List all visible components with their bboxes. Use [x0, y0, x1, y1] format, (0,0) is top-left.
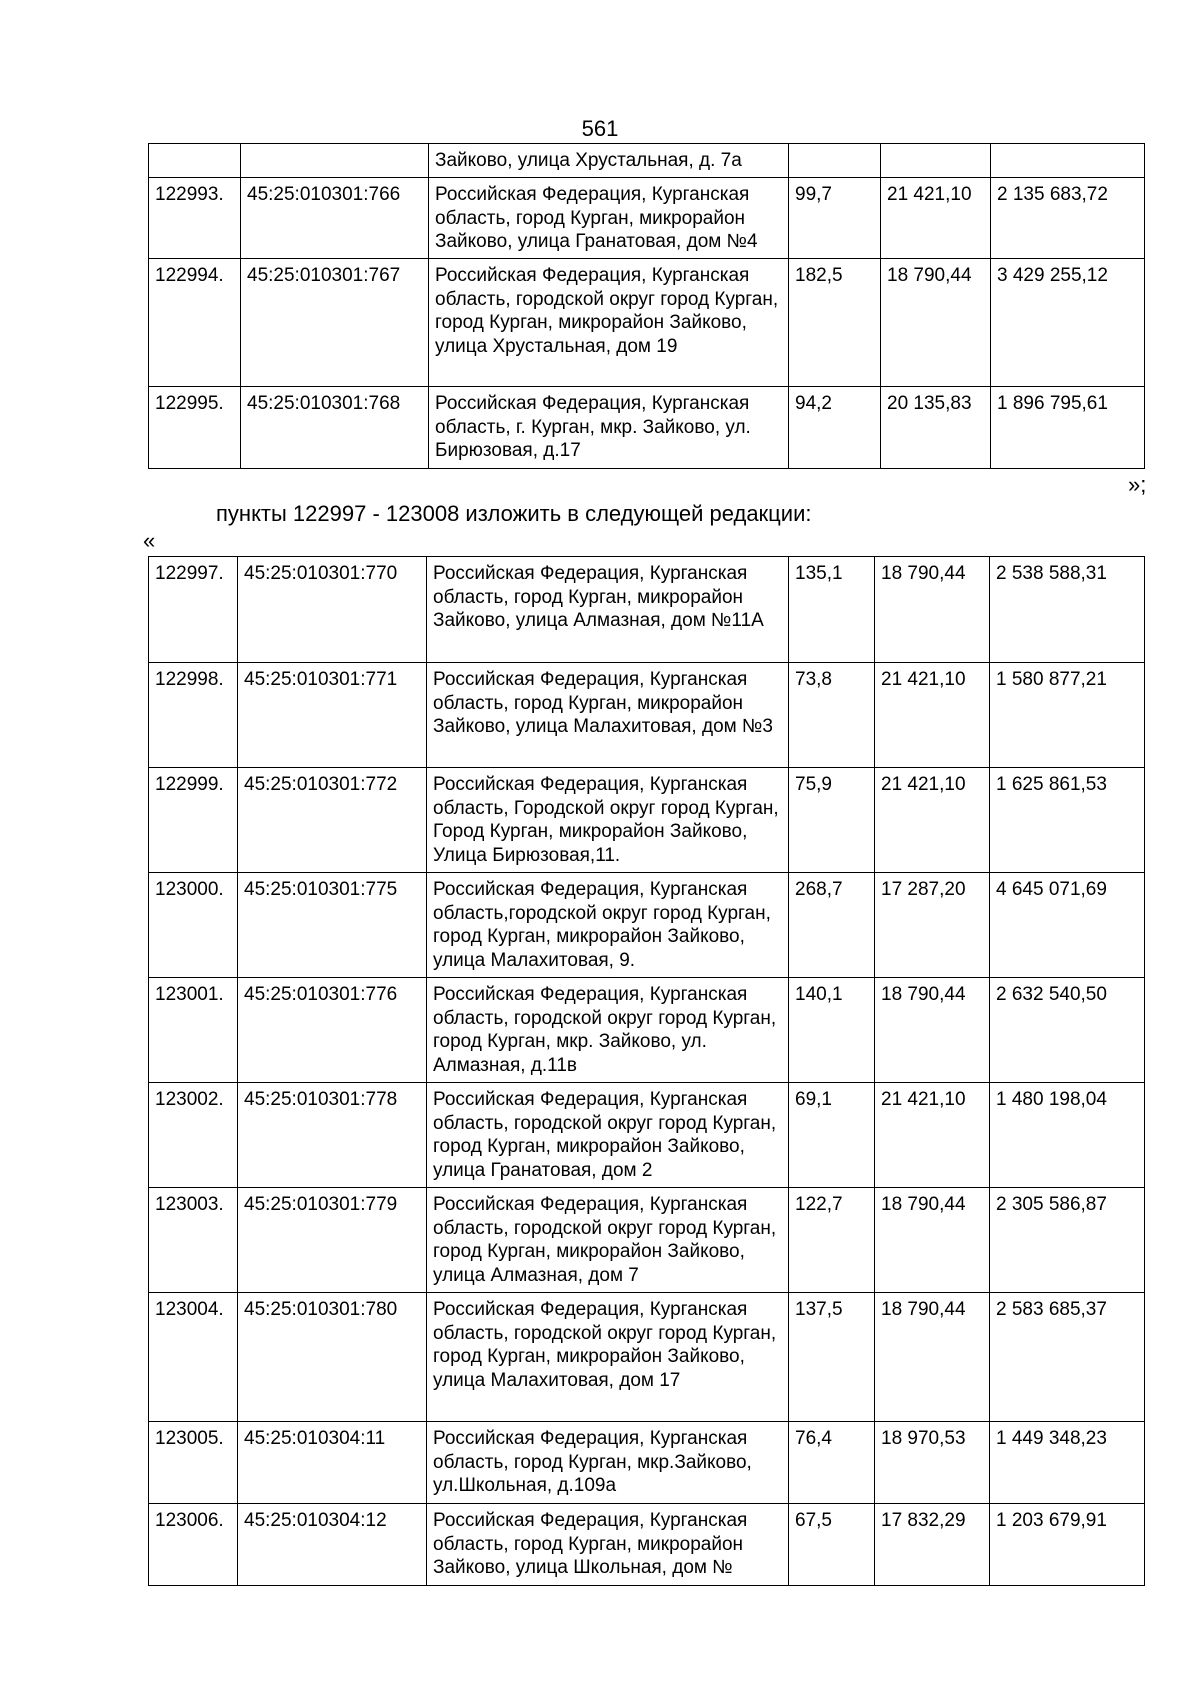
area: 94,2: [789, 387, 881, 469]
row-number: 123006.: [149, 1504, 238, 1586]
address: Российская Федерация, Курганская область,городской округ город Курган, город Курган, микрорайон Зайково, улица Малахитовая, 9.: [427, 873, 789, 978]
table-row: [149, 873, 1145, 978]
cadastral-number: 45:25:010301:775: [238, 873, 427, 978]
cadastral-value: 4 645 071,69: [990, 873, 1145, 978]
area: 268,7: [789, 873, 875, 978]
row-number: 122997.: [149, 557, 238, 663]
address: Российская Федерация, Курганская область, город Курган, микрорайон Зайково, улица Гранатовая, дом №4: [429, 178, 789, 259]
row-number: 122994.: [149, 259, 241, 387]
cadastral-number: 45:25:010304:11: [238, 1422, 427, 1504]
area: 137,5: [789, 1293, 875, 1422]
cadastral-number: 45:25:010301:771: [238, 663, 427, 768]
cadastral-number: 45:25:010301:772: [238, 768, 427, 873]
row-number: 123000.: [149, 873, 238, 978]
opening-quote: «: [143, 528, 156, 553]
address: Российская Федерация, Курганская область, город Курган, мкр.Зайково, ул.Школьная, д.109а: [427, 1422, 789, 1504]
cadastral-value: 2 583 685,37: [990, 1293, 1145, 1422]
area: 67,5: [789, 1504, 875, 1586]
table-row: [149, 1504, 1145, 1586]
row-number: 123005.: [149, 1422, 238, 1504]
specific-value: 18 790,44: [875, 557, 990, 663]
cadastral-number: 45:25:010301:766: [241, 178, 429, 259]
address: Российская Федерация, Курганская область, город Курган, микрорайон Зайково, улица Малахитовая, дом №3: [427, 663, 789, 768]
page-number: 561: [581, 116, 619, 141]
specific-value: [881, 144, 991, 178]
specific-value: 21 421,10: [875, 768, 990, 873]
cadastral-number: 45:25:010301:780: [238, 1293, 427, 1422]
table-row: [149, 663, 1145, 768]
instruction-text: пункты 122997 - 123008 изложить в следующей редакции:: [216, 501, 812, 526]
table-row: [149, 557, 1145, 663]
row-number: 123001.: [149, 978, 238, 1083]
cadastral-number: 45:25:010304:12: [238, 1504, 427, 1586]
address: Российская Федерация, Курганская область, город Курган, микрорайон Зайково, улица Алмазная, дом №11А: [427, 557, 789, 663]
cadastral-value: 1 203 679,91: [990, 1504, 1145, 1586]
table-row: [149, 144, 1145, 178]
area: 69,1: [789, 1083, 875, 1188]
row-number: 123003.: [149, 1188, 238, 1293]
row-number: 123002.: [149, 1083, 238, 1188]
specific-value: 18 790,44: [875, 978, 990, 1083]
cadastral-value: 1 580 877,21: [990, 663, 1145, 768]
cadastral-number: [241, 144, 429, 178]
cadastral-number: 45:25:010301:767: [241, 259, 429, 387]
cadastral-value: 2 305 586,87: [990, 1188, 1145, 1293]
address: Российская Федерация, Курганская область, городской округ город Курган, город Курган, микрорайон Зайково, улица Хрустальная, дом 19: [429, 259, 789, 387]
cadastral-value: 3 429 255,12: [991, 259, 1145, 387]
specific-value: 21 421,10: [875, 1083, 990, 1188]
cadastral-number: 45:25:010301:768: [241, 387, 429, 469]
area: [789, 144, 881, 178]
specific-value: 17 287,20: [875, 873, 990, 978]
row-number: 122998.: [149, 663, 238, 768]
area: 99,7: [789, 178, 881, 259]
cadastral-value: 2 135 683,72: [991, 178, 1145, 259]
table-row: [149, 1293, 1145, 1422]
table-row: [149, 178, 1145, 259]
area: 140,1: [789, 978, 875, 1083]
cadastral-value: 1 625 861,53: [990, 768, 1145, 873]
area: 76,4: [789, 1422, 875, 1504]
cadastral-number: 45:25:010301:779: [238, 1188, 427, 1293]
cadastral-value: 1 449 348,23: [990, 1422, 1145, 1504]
row-number: 122995.: [149, 387, 241, 469]
specific-value: 20 135,83: [881, 387, 991, 469]
address: Российская Федерация, Курганская область, городской округ город Курган, город Курган, микрорайон Зайково, улица Алмазная, дом 7: [427, 1188, 789, 1293]
area: 182,5: [789, 259, 881, 387]
cadastral-value: 2 538 588,31: [990, 557, 1145, 663]
address: Российская Федерация, Курганская область, городской округ город Курган, город Курган, микрорайон Зайково, улица Малахитовая, дом 17: [427, 1293, 789, 1422]
cadastral-value: 1 896 795,61: [991, 387, 1145, 469]
cadastral-value: [991, 144, 1145, 178]
row-number: [149, 144, 241, 178]
address: Российская Федерация, Курганская область, городской округ город Курган, город Курган, мкр. Зайково, ул. Алмазная, д.11в: [427, 978, 789, 1083]
closing-quote: »;: [1128, 472, 1147, 497]
table-row: [149, 978, 1145, 1083]
table-row: [149, 1422, 1145, 1504]
area: 122,7: [789, 1188, 875, 1293]
table-row: [149, 1083, 1145, 1188]
table-row: [149, 387, 1145, 469]
specific-value: 18 790,44: [881, 259, 991, 387]
specific-value: 18 790,44: [875, 1293, 990, 1422]
cadastral-value: 1 480 198,04: [990, 1083, 1145, 1188]
row-number: 122993.: [149, 178, 241, 259]
address: Российская Федерация, Курганская область, город Курган, микрорайон Зайково, улица Школьная, дом №: [427, 1504, 789, 1586]
cadastral-number: 45:25:010301:778: [238, 1083, 427, 1188]
address: Российская Федерация, Курганская область, г. Курган, мкр. Зайково, ул. Бирюзовая, д.17: [429, 387, 789, 469]
row-number: 123004.: [149, 1293, 238, 1422]
area: 75,9: [789, 768, 875, 873]
table-row: [149, 259, 1145, 387]
specific-value: 17 832,29: [875, 1504, 990, 1586]
area: 135,1: [789, 557, 875, 663]
specific-value: 18 790,44: [875, 1188, 990, 1293]
cadastral-number: 45:25:010301:770: [238, 557, 427, 663]
address: Российская Федерация, Курганская область, Городской округ город Курган, Город Курган, микрорайон Зайково, Улица Бирюзовая,11.: [427, 768, 789, 873]
table-row: [149, 768, 1145, 873]
cadastral-value: 2 632 540,50: [990, 978, 1145, 1083]
area: 73,8: [789, 663, 875, 768]
specific-value: 21 421,10: [881, 178, 991, 259]
address: Зайково, улица Хрустальная, д. 7а: [429, 144, 789, 178]
row-number: 122999.: [149, 768, 238, 873]
address: Российская Федерация, Курганская область, городской округ город Курган, город Курган, микрорайон Зайково, улица Гранатовая, дом 2: [427, 1083, 789, 1188]
specific-value: 21 421,10: [875, 663, 990, 768]
table-row: [149, 1188, 1145, 1293]
specific-value: 18 970,53: [875, 1422, 990, 1504]
cadastral-number: 45:25:010301:776: [238, 978, 427, 1083]
property-table-continued: [148, 143, 1145, 469]
property-table-new: [148, 556, 1145, 1586]
